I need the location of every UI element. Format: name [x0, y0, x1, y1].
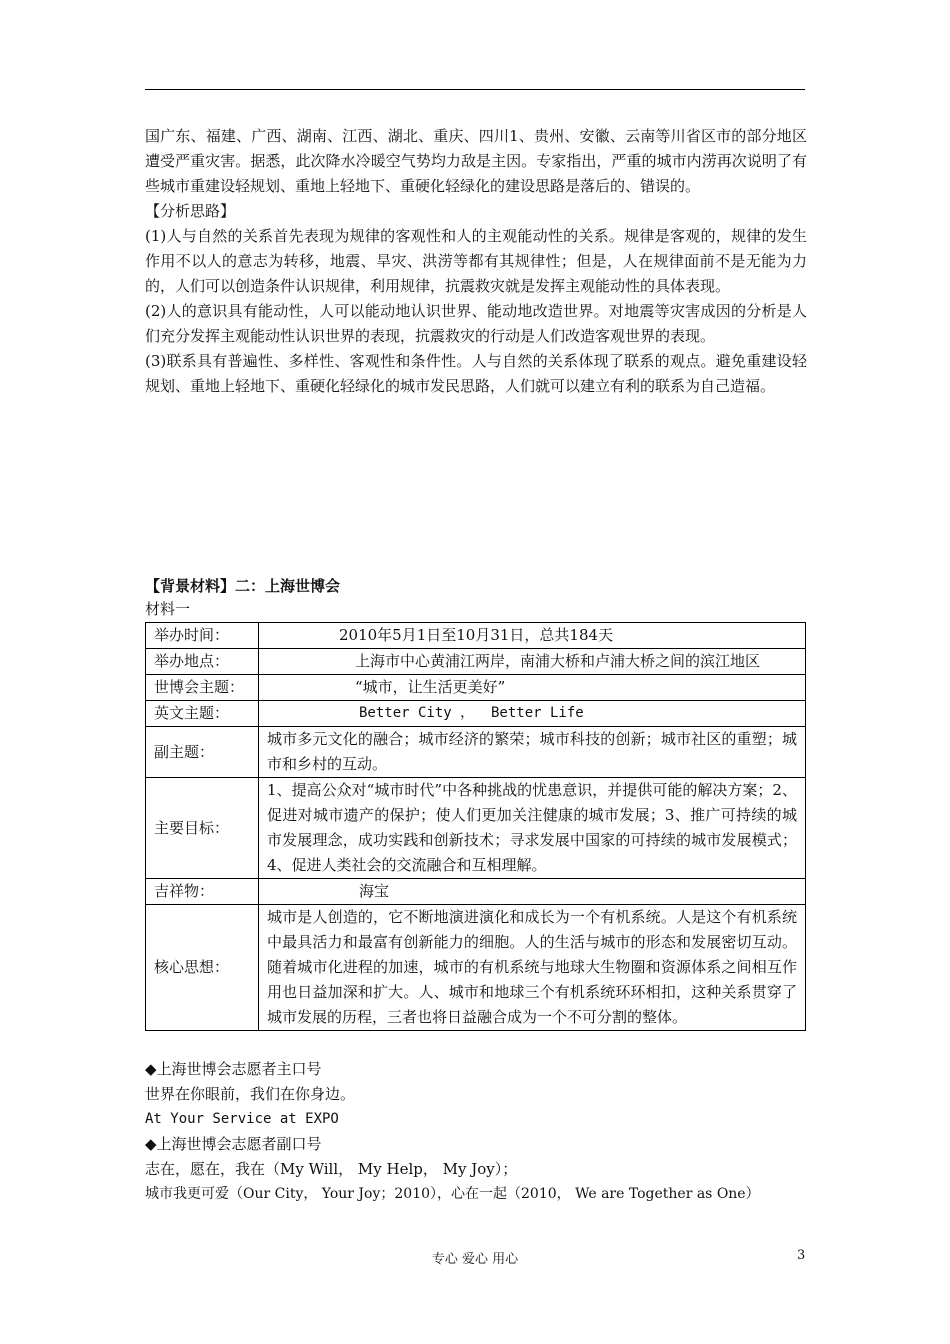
table-row — [146, 778, 806, 879]
row-label: 副主题： — [146, 727, 259, 778]
sub-slogan-1: 志在，愿在，我在（My Will， My Help， My Joy）； — [145, 1160, 518, 1178]
table-row — [146, 905, 806, 1031]
row-label: 英文主题： — [146, 701, 259, 727]
row-value: “城市，让生活更美好” — [259, 675, 806, 701]
row-label: 世博会主题： — [146, 675, 259, 701]
table-row — [146, 701, 806, 727]
row-label: 举办地点： — [146, 649, 259, 675]
analysis-point-2: (2)人的意识具有能动性，人可以能动地认识世界、能动地改造世界。对地震等灾害成因的分析是人们充分发挥主观能动性认识世界的表现，抗震救灾的行动是人们改造客观世界的表现。 — [145, 302, 807, 345]
main-slogan-heading: ◆上海世博会志愿者主口号 — [145, 1060, 322, 1078]
row-value: 城市多元文化的融合；城市经济的繁荣；城市科技的创新；城市社区的重塑；城市和乡村的互动。 — [259, 727, 806, 778]
row-value: Better City ， Better Life — [259, 701, 806, 727]
row-value: 2010年5月1日至10月31日，总共184天 — [259, 623, 806, 649]
analysis-heading: 【分析思路】 — [145, 202, 236, 220]
row-label: 核心思想： — [146, 905, 259, 1031]
table-row — [146, 649, 806, 675]
main-slogan-chinese: 世界在你眼前，我们在你身边。 — [145, 1085, 356, 1103]
table-row — [146, 727, 806, 778]
analysis-section — [145, 124, 807, 399]
table-row — [146, 879, 806, 905]
sub-slogan-2: 城市我更可爱（Our City， Your Joy；2010），心在一起（2010， We are Together as One） — [145, 1186, 760, 1202]
table-row — [146, 675, 806, 701]
footer-motto: 专心 爱心 用心 — [431, 1252, 519, 1267]
row-label: 举办时间： — [146, 623, 259, 649]
row-label: 主要目标： — [146, 778, 259, 879]
analysis-point-3: (3)联系具有普遍性、多样性、客观性和条件性。人与自然的关系体现了联系的观点。避免重建设轻规划、重地上轻地下、重硬化轻绿化的城市发民思路，人们就可以建立有利的联系为自己造福。 — [145, 352, 807, 395]
row-value: 城市是人创造的，它不断地演进演化和成长为一个有机系统。人是这个有机系统中最具活力和最富有创新能力的细胞。人的生活与城市的形态和发展密切互动。随着城市化进程的加速，城市的有机系统与地球大生物圈和资源体系之间相互作用也日益加深和扩大。人、城市和地球三个有机系统环环相扣，这种关系贯穿了城市发展的历程，三者也将日益融合成为一个不可分割的整体。 — [259, 905, 806, 1031]
sub-slogan-heading: ◆上海世博会志愿者副口号 — [145, 1135, 322, 1153]
volunteer-slogans — [145, 1057, 807, 1207]
background-title: 【背景材料】二：上海世博会 — [145, 577, 341, 595]
main-slogan-english: At Your Service at EXPO — [145, 1111, 339, 1127]
expo-info-table — [145, 622, 806, 1031]
row-label: 吉祥物： — [146, 879, 259, 905]
header-rule — [145, 89, 805, 90]
material-label: 材料一 — [145, 600, 191, 618]
analysis-point-1: (1)人与自然的关系首先表现为规律的客观性和人的主观能动性的关系。规律是客观的，规律的发生作用不以人的意志为转移，地震、旱灾、洪涝等都有其规律性；但是，人在规律面前不是无能为力的，人们可以创造条件认识规律，利用规律，抗震救灾就是发挥主观能动性的具体表现。 — [145, 227, 807, 295]
page-number: 3 — [797, 1248, 806, 1263]
table-row — [146, 623, 806, 649]
row-value: 海宝 — [259, 879, 806, 905]
news-paragraph: 国广东、福建、广西、湖南、江西、湖北、重庆、四川1、贵州、安徽、云南等川省区市的部分地区遭受严重灾害。据悉，此次降水冷暖空气势均力敌是主因。专家指出，严重的城市内涝再次说明了有些城市重建设轻规划、重地上轻地下、重硬化轻绿化的建设思路是落后的、错误的。 — [145, 127, 807, 195]
row-value: 上海市中心黄浦江两岸，南浦大桥和卢浦大桥之间的滨江地区 — [259, 649, 806, 675]
row-value: 1、提高公众对“城市时代”中各种挑战的忧患意识，并提供可能的解决方案；2、促进对城市遗产的保护；使人们更加关注健康的城市发展；3、推广可持续的城市发展理念，成功实践和创新技术；寻求发展中国家的可持续的城市发展模式； 4、促进人类社会的交流融合和互相理解。 — [259, 778, 806, 879]
